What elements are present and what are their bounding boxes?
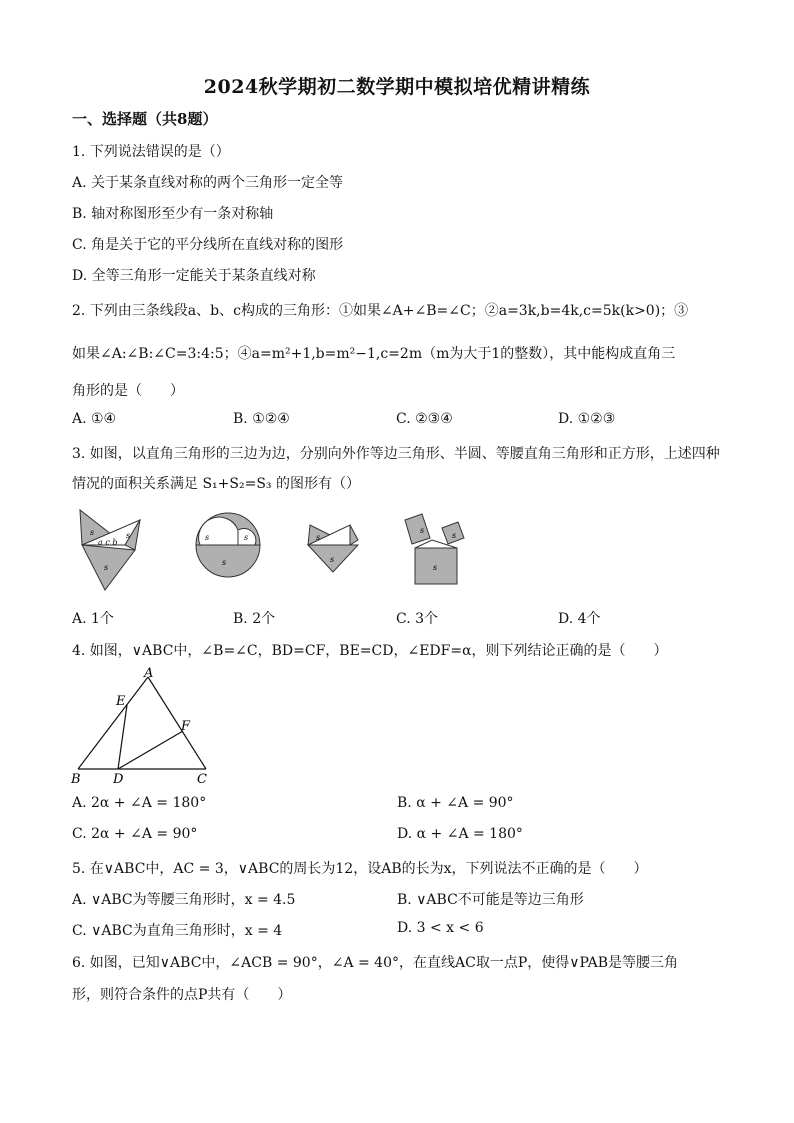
q3-option-c: C. 3个	[396, 611, 439, 627]
svg-text:s: s	[205, 533, 210, 542]
q3-figures	[60, 500, 480, 600]
q5-option-b: B. ∨ABC不可能是等边三角形	[397, 892, 584, 908]
svg-text:s: s	[330, 555, 335, 564]
q5-option-c: C. ∨ABC为直角三角形时，x = 4	[72, 923, 283, 939]
q1-option-a: A. 关于某条直线对称的两个三角形一定全等	[72, 175, 344, 191]
q2-option-a: A. ①④	[72, 411, 117, 427]
q6-line2: 形，则符合条件的点P共有（ ）	[72, 987, 292, 1003]
q3-line2: 情况的面积关系满足 S₁+S₂=S₃ 的图形有（）	[72, 476, 360, 492]
svg-text:s: s	[316, 533, 321, 542]
svg-text:s: s	[90, 528, 95, 537]
q4-label-a: A	[144, 666, 154, 681]
q1-stem: 1. 下列说法错误的是（）	[72, 144, 230, 160]
q3-figure-semicircle	[196, 513, 260, 577]
q4-figure	[66, 665, 226, 787]
section-heading: 一、选择题（共8题）	[72, 110, 218, 128]
q3-figure-squares	[405, 514, 464, 584]
q4-option-d: D. α + ∠A = 180°	[397, 826, 523, 842]
q3-figure-isosceles	[308, 525, 358, 572]
q3-figure-equilateral	[80, 510, 140, 590]
q5-option-a: A. ∨ABC为等腰三角形时，x = 4.5	[72, 892, 296, 908]
q2-line1: 2. 下列由三条线段a、b、c构成的三角形：①如果∠A+∠B=∠C；②a=3k,b=4k,c=5k(k>0)；③	[72, 303, 689, 319]
svg-text:s: s	[222, 558, 227, 567]
q3-line1: 3. 如图，以直角三角形的三边为边，分别向外作等边三角形、半圆、等腰直角三角形和正方形，上述四种	[72, 446, 720, 462]
q5-option-d: D. 3 < x < 6	[397, 920, 484, 936]
svg-text:a c b: a c b	[98, 538, 118, 547]
q1-option-d: D. 全等三角形一定能关于某条直线对称	[72, 268, 316, 284]
svg-text:s: s	[126, 531, 131, 540]
q4-option-c: C. 2α + ∠A = 90°	[72, 826, 198, 842]
q1-option-c: C. 角是关于它的平分线所在直线对称的图形	[72, 237, 344, 253]
q6-line1: 6. 如图，已知∨ABC中，∠ACB = 90°，∠A = 40°，在直线AC取一点P，使得∨PAB是等腰三角	[72, 955, 679, 971]
q4-label-b: B	[71, 772, 81, 787]
q4-label-f: F	[181, 719, 191, 734]
q2-option-d: D. ①②③	[558, 411, 616, 427]
q4-option-a: A. 2α + ∠A = 180°	[72, 795, 207, 811]
q4-label-c: C	[197, 772, 207, 787]
q3-option-d: D. 4个	[558, 611, 601, 627]
q5-stem: 5. 在∨ABC中，AC = 3，∨ABC的周长为12，设AB的长为x，下列说法不正确的是（ ）	[72, 861, 648, 877]
q1-option-b: B. 轴对称图形至少有一条对称轴	[72, 206, 274, 222]
q4-stem: 4. 如图，∨ABC中，∠B=∠C，BD=CF，BE=CD，∠EDF=α，则下列结论正确的是（ ）	[72, 643, 668, 659]
svg-text:s: s	[433, 563, 438, 572]
q2-option-c: C. ②③④	[396, 411, 453, 427]
q2-line3: 角形的是（ ）	[72, 383, 184, 399]
svg-text:s: s	[452, 531, 457, 540]
q3-option-a: A. 1个	[72, 611, 114, 627]
svg-text:s: s	[244, 533, 249, 542]
svg-text:s: s	[420, 526, 425, 535]
q2-option-b: B. ①②④	[233, 411, 290, 427]
q4-label-d: D	[113, 772, 124, 787]
q2-line2: 如果∠A:∠B:∠C=3:4:5；④a=m²+1,b=m²−1,c=2m（m为大于1的整数），其中能构成直角三	[72, 346, 676, 362]
page-title: 2024秋学期初二数学期中模拟培优精讲精练	[203, 76, 591, 98]
q3-option-b: B. 2个	[233, 611, 276, 627]
q4-option-b: B. α + ∠A = 90°	[397, 795, 514, 811]
svg-text:s: s	[104, 563, 109, 572]
q4-label-e: E	[116, 694, 126, 709]
